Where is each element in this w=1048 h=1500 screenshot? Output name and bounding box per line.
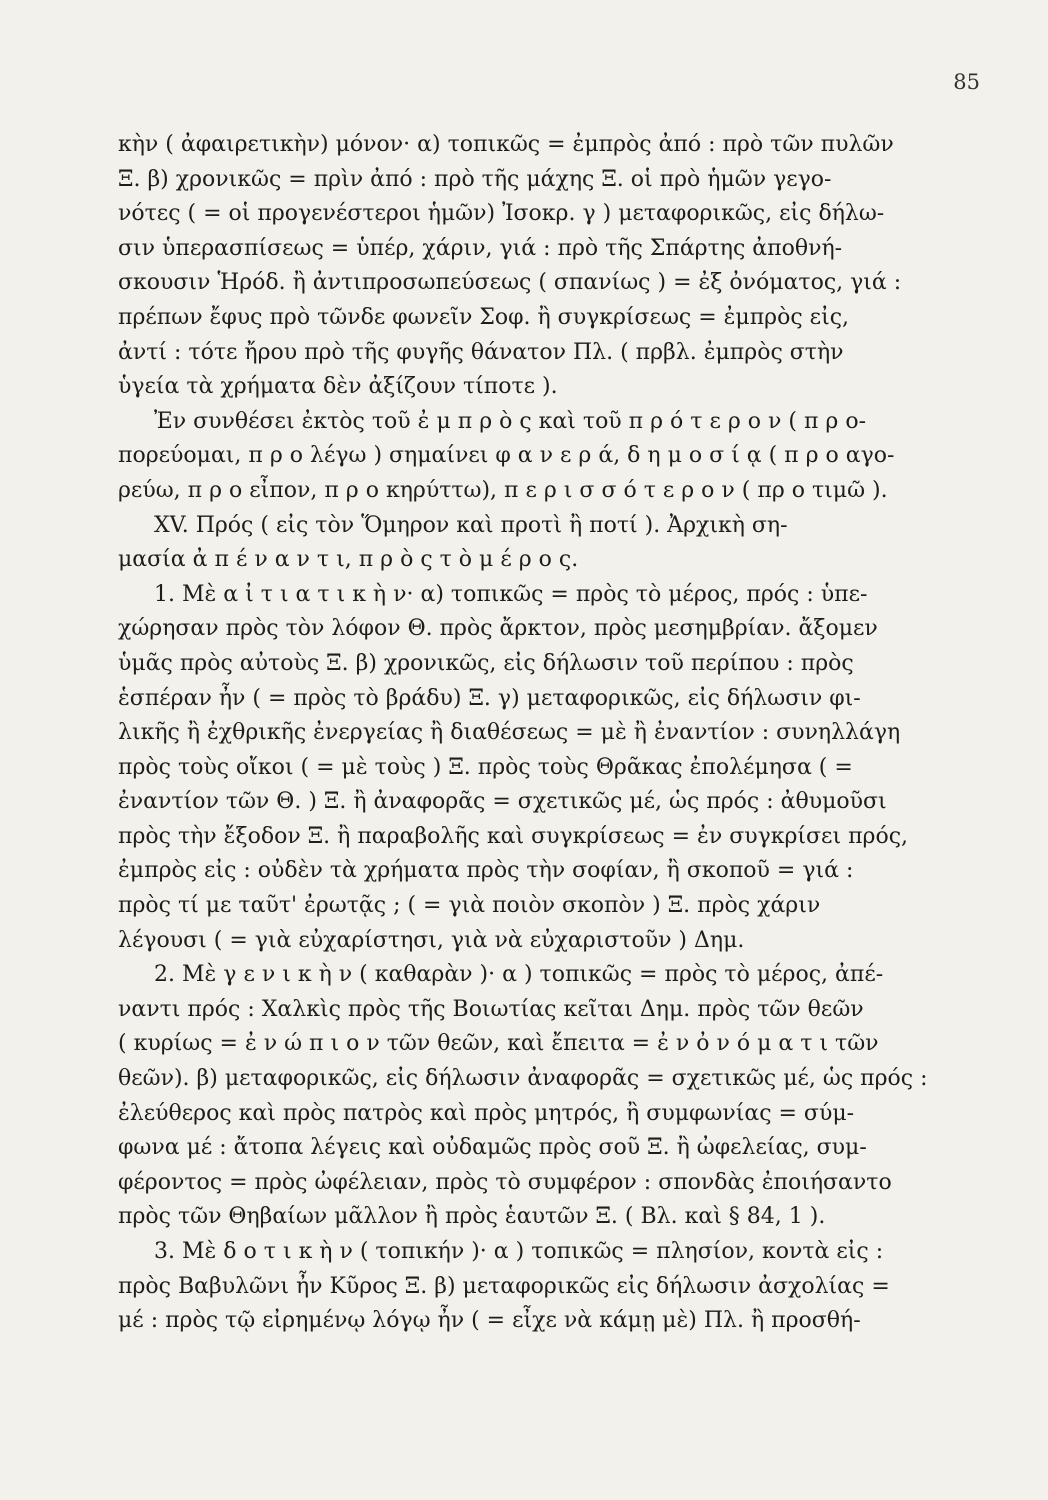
- text-line: ὑγεία τὰ χρήματα δὲν ἀξίζουν τίποτε ).: [118, 374, 558, 400]
- text-line: πρὸς τῶν Θηβαίων μᾶλλον ἢ πρὸς ἑαυτῶν Ξ. ( Βλ. καὶ § 84, 1 ).: [118, 1204, 826, 1230]
- text-line: χώρησαν πρὸς τὸν λόφον Θ. πρὸς ἄρκτον, πρὸς μεσημβρίαν. ἄξομεν: [118, 616, 878, 642]
- text-line: ( κυρίως = ἐ ν ώ π ι ο ν τῶν θεῶν, καὶ ἔπειτα = ἐ ν ὀ ν ό μ α τ ι τῶν: [118, 1031, 879, 1057]
- text-line: πρέπων ἔφυς πρὸ τῶνδε φωνεῖν Σοφ. ἢ συγκρίσεως = ἐμπρὸς εἰς,: [118, 304, 850, 330]
- text-line: σκουσιν Ἡρόδ. ἢ ἀντιπροσωπεύσεως ( σπανίως ) = ἐξ ὀνόματος, γιά :: [118, 270, 902, 296]
- text-line: ἐμπρὸς εἰς : οὐδὲν τὰ χρήματα πρὸς τὴν σοφίαν, ἢ σκοποῦ = γιά :: [118, 858, 854, 884]
- text-line: 2. Μὲ γ ε ν ι κ ὴ ν ( καθαρὰν )· α ) τοπικῶς = πρὸς τὸ μέρος, ἀπέ-: [154, 962, 884, 988]
- text-line: θεῶν). β) μεταφορικῶς, εἰς δήλωσιν ἀναφορᾶς = σχετικῶς μέ, ὡς πρός :: [118, 1066, 928, 1092]
- text-line: λικῆς ἢ ἐχθρικῆς ἐνεργείας ἢ διαθέσεως = μὲ ἢ ἐναντίον : συνηλλάγη: [118, 720, 901, 746]
- text-line: νότες ( = οἱ προγενέστεροι ἡμῶν) Ἰσοκρ. γ ) μεταφορικῶς, εἰς δήλω-: [118, 201, 885, 227]
- text-line: πρὸς τοὺς οἴκοι ( = μὲ τοὺς ) Ξ. πρὸς τοὺς Θρᾶκας ἐπολέμησα ( =: [118, 754, 853, 780]
- text-line: πρὸς τὴν ἔξοδον Ξ. ἢ παραβολῆς καὶ συγκρίσεως = ἐν συγκρίσει πρός,: [118, 823, 909, 849]
- text-line: πορεύομαι, π ρ ο λέγω ) σημαίνει φ α ν ε ρ ά, δ η μ ο σ ί ᾳ ( π ρ ο αγο-: [118, 443, 895, 469]
- text-line: 3. Μὲ δ ο τ ι κ ὴ ν ( τοπικήν )· α ) τοπικῶς = πλησίον, κοντὰ εἰς :: [154, 1239, 884, 1264]
- body-text: [118, 128, 998, 1339]
- text-line: κὴν ( ἀφαιρετικὴν) μόνον· α) τοπικῶς = ἐμπρὸς ἀπό : πρὸ τῶν πυλῶν: [118, 132, 894, 157]
- text-line: ἑσπέραν ἦν ( = πρὸς τὸ βράδυ) Ξ. γ) μεταφορικῶς, εἰς δήλωσιν φι-: [118, 685, 861, 711]
- text-line: ἐλεύθερος καὶ πρὸς πατρὸς καὶ πρὸς μητρός, ἢ συμφωνίας = σύμ-: [118, 1100, 855, 1126]
- text-line: λέγουσι ( = γιὰ εὐχαρίστησι, γιὰ νὰ εὐχαριστοῦν ) Δημ.: [118, 927, 745, 953]
- text-line: μέ : πρὸς τῷ εἰρημένῳ λόγῳ ἦν ( = εἶχε νὰ κάμῃ μὲ) Πλ. ἢ προσθή-: [118, 1308, 861, 1334]
- text-line: φέροντος = πρὸς ὠφέλειαν, πρὸς τὸ συμφέρον : σπονδὰς ἐποιήσαντο: [118, 1169, 892, 1195]
- text-line: ρεύω, π ρ ο εἶπον, π ρ ο κηρύττω), π ε ρ ι σ σ ό τ ε ρ ο ν ( πρ ο τιμῶ ).: [118, 477, 888, 503]
- text-line: Ἐν συνθέσει ἐκτὸς τοῦ ἐ μ π ρ ὸ ς καὶ τοῦ π ρ ό τ ε ρ ο ν ( π ρ ο-: [154, 408, 867, 434]
- text-line: ἐναντίον τῶν Θ. ) Ξ. ἢ ἀναφορᾶς = σχετικῶς μέ, ὡς πρός : ἀθυμοῦσι: [118, 789, 887, 815]
- text-line: φωνα μέ : ἄτοπα λέγεις καὶ οὐδαμῶς πρὸς σοῦ Ξ. ἢ ὠφελείας, συμ-: [118, 1135, 867, 1161]
- text-line: 1. Μὲ α ἰ τ ι α τ ι κ ὴ ν· α) τοπικῶς = πρὸς τὸ μέρος, πρός : ὑπε-: [154, 581, 868, 607]
- text-line: ναντι πρός : Χαλκὶς πρὸς τῆς Βοιωτίας κεῖται Δημ. πρὸς τῶν θεῶν: [118, 996, 864, 1022]
- text-line: ὑμᾶς πρὸς αὐτοὺς Ξ. β) χρονικῶς, εἰς δήλωσιν τοῦ περίπου : πρὸς: [118, 650, 854, 676]
- section-heading-line: XV. Πρός ( εἰς τὸν Ὅμηρον καὶ προτὶ ἢ ποτί ). Ἀρχικὴ ση-: [154, 512, 788, 538]
- text-line: σιν ὑπερασπίσεως = ὑπέρ, χάριν, γιά : πρὸ τῆς Σπάρτης ἀποθνή-: [118, 235, 843, 261]
- text-line: Ξ. β) χρονικῶς = πρὶν ἀπό : πρὸ τῆς μάχης Ξ. οἱ πρὸ ἡμῶν γεγο-: [118, 166, 832, 192]
- text-line: πρὸς Βαβυλῶνι ἦν Κῦρος Ξ. β) μεταφορικῶς εἰς δήλωσιν ἀσχολίας =: [118, 1273, 890, 1299]
- page-number: 85: [953, 70, 980, 94]
- text-line: μασία ἀ π έ ν α ν τ ι, π ρ ὸ ς τ ὸ μ έ ρ ο ς.: [118, 547, 579, 573]
- text-line: πρὸς τί με ταῦτ' ἐρωτᾷς ; ( = γιὰ ποιὸν σκοπὸν ) Ξ. πρὸς χάριν: [118, 893, 821, 919]
- text-line: ἀντί : τότε ἤρου πρὸ τῆς φυγῆς θάνατον Πλ. ( πρβλ. ἐμπρὸς στὴν: [118, 339, 844, 365]
